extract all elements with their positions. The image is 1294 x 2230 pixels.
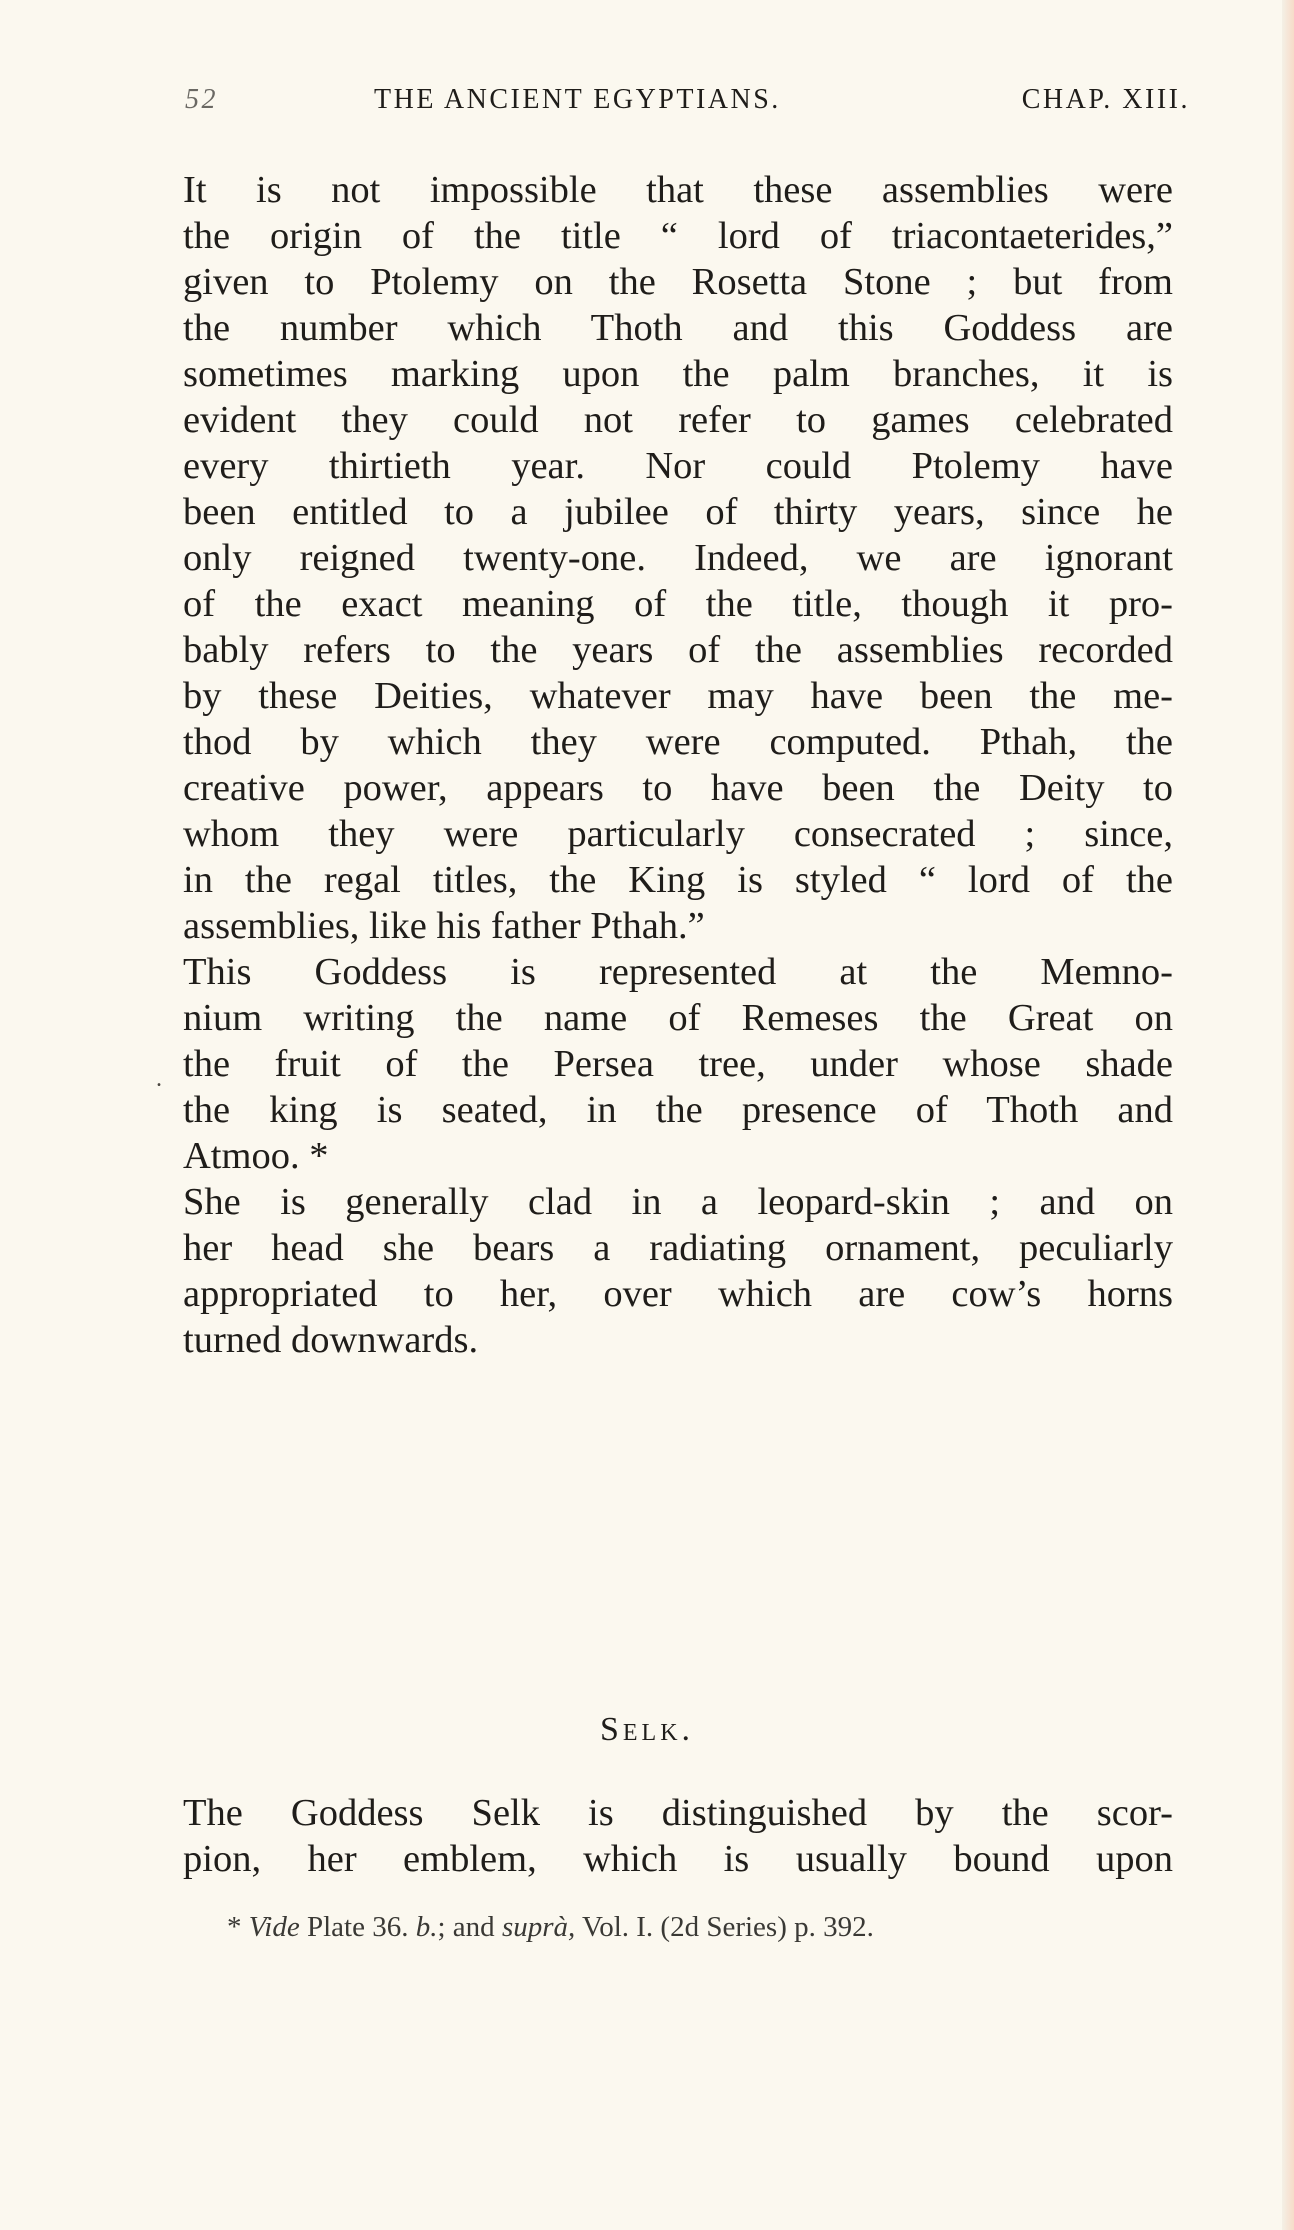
page-edge: [1282, 0, 1294, 2230]
text-line: This Goddess is represented at the Memno-: [183, 951, 1173, 993]
text-line: nium writing the name of Remeses the Great on: [183, 997, 1173, 1039]
footnote-supra: suprà,: [501, 1911, 576, 1943]
running-title: THE ANCIENT EGYPTIANS.: [374, 84, 781, 115]
footnote-volume: Vol. I. (2d Series) p. 392.: [582, 1911, 874, 1943]
text-line: pion, her emblem, which is usually bound upon: [183, 1838, 1173, 1880]
text-line: assemblies, like his father Pthah.”: [183, 905, 705, 947]
text-line: sometimes marking upon the palm branches, it is: [183, 353, 1173, 395]
text-line: the origin of the title “ lord of triacontaeterides,”: [183, 215, 1173, 257]
text-line: of the exact meaning of the title, though it pro-: [183, 583, 1173, 625]
footnote-and: ; and: [437, 1911, 495, 1943]
text-line: whom they were particularly consecrated ; since,: [183, 813, 1173, 855]
text-line: only reigned twenty-one. Indeed, we are ignorant: [183, 537, 1173, 579]
footnote: [227, 1911, 874, 1944]
text-line: the king is seated, in the presence of Thoth and: [183, 1089, 1173, 1131]
margin-mark: .: [156, 1066, 162, 1092]
text-line: in the regal titles, the King is styled “ lord of the: [183, 859, 1173, 901]
running-header: [185, 84, 1190, 132]
page-number: 52: [185, 84, 218, 115]
footnote-vide: Vide: [248, 1911, 300, 1943]
text-line: the number which Thoth and this Goddess are: [183, 307, 1173, 349]
text-line: Atmoo. *: [183, 1135, 329, 1177]
chapter-label: CHAP. XIII.: [1021, 84, 1190, 115]
footnote-marker: *: [227, 1911, 242, 1943]
text-line: the fruit of the Persea tree, under whose shade: [183, 1043, 1173, 1085]
text-line: thod by which they were computed. Pthah, the: [183, 721, 1173, 763]
text-line: evident they could not refer to games celebrated: [183, 399, 1173, 441]
text-line: bably refers to the years of the assemblies recorded: [183, 629, 1173, 671]
text-line: turned downwards.: [183, 1319, 479, 1361]
text-line: by these Deities, whatever may have been the me-: [183, 675, 1173, 717]
text-line: creative power, appears to have been the Deity to: [183, 767, 1173, 809]
text-line: every thirtieth year. Nor could Ptolemy have: [183, 445, 1173, 487]
text-line: She is generally clad in a leopard-skin ; and on: [183, 1181, 1173, 1223]
text-line: appropriated to her, over which are cow’s horns: [183, 1273, 1173, 1315]
section-heading: Selk.: [599, 1711, 695, 1748]
text-line: The Goddess Selk is distinguished by the scor-: [183, 1792, 1173, 1834]
footnote-plate-letter: b.: [415, 1911, 438, 1943]
text-line: It is not impossible that these assemblies were: [183, 169, 1173, 211]
text-line: given to Ptolemy on the Rosetta Stone ; but from: [183, 261, 1173, 303]
text-line: her head she bears a radiating ornament, peculiarly: [183, 1227, 1173, 1269]
text-line: been entitled to a jubilee of thirty years, since he: [183, 491, 1173, 533]
footnote-plate: Plate 36.: [307, 1911, 409, 1943]
